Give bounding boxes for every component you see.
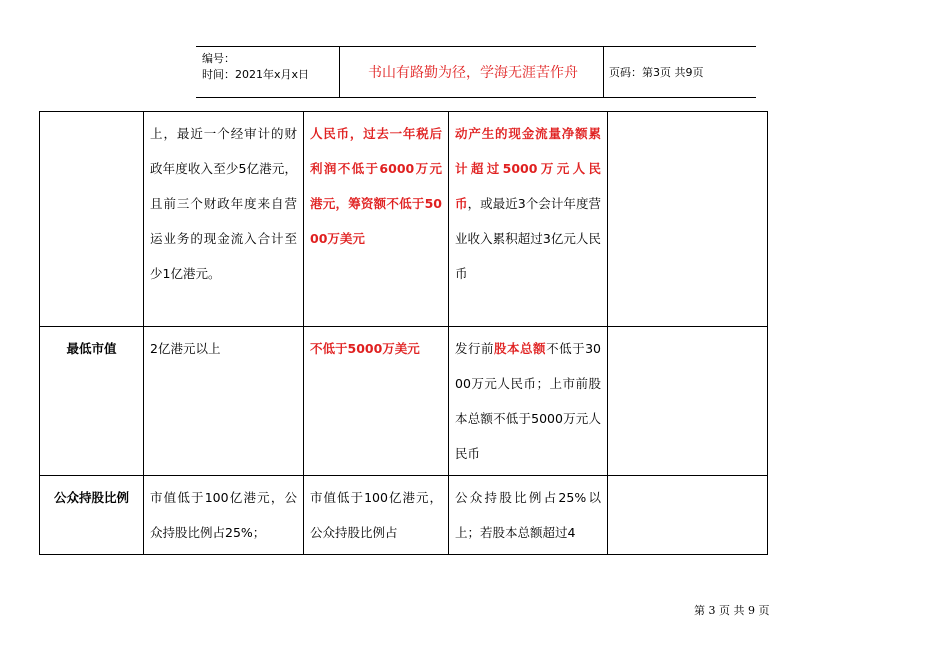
header-motto: 书山有路勤为径，学海无涯苦作舟 [368, 65, 578, 81]
header-page-label: 页码：第3页 共9页 [609, 66, 704, 79]
highlight-text: 人民币，过去一年税后利润不低于6000万元港元，筹资额不低于5000万美元 [310, 126, 442, 246]
cell-us [304, 112, 449, 327]
page-header [196, 46, 756, 98]
highlight-text: 动产生的现金流量净额累计超过5000万元人民币 [455, 126, 601, 211]
cell-hk: 2亿港元以上 [144, 327, 304, 476]
cell-hk: 市值低于100亿港元，公众持股比例占25%； [144, 476, 304, 555]
header-time-label: 时间：2021年x月x日 [202, 68, 310, 81]
row-label [40, 112, 144, 327]
cell-text: 不低于3000万元人民币；上市前股本总额不低于5000万元人民币 [455, 341, 601, 461]
cell-text: ，或最近3个会计年度营业收入累积超过3亿元人民币 [455, 196, 601, 281]
comparison-table [39, 111, 768, 555]
table-row [40, 327, 768, 476]
cell-cn: 公众持股比例占25%以上；若股本总额超过4 [449, 476, 608, 555]
cell-us: 市值低于100亿港元，公众持股比例占 [304, 476, 449, 555]
cell-extra [608, 327, 768, 476]
header-divider [603, 47, 604, 97]
cell-cn [449, 327, 608, 476]
header-meta [202, 51, 309, 83]
header-code-label: 编号： [202, 52, 235, 65]
row-label: 最低市值 [40, 327, 144, 476]
highlight-text: 股本总额 [494, 341, 547, 356]
cell-us [304, 327, 449, 476]
cell-extra [608, 112, 768, 327]
row-label: 公众持股比例 [40, 476, 144, 555]
cell-hk: 上，最近一个经审计的财政年度收入至少5亿港元，且前三个财政年度来自营运业务的现金流入合计至少1亿港元。 [144, 112, 304, 327]
table-row [40, 112, 768, 327]
highlight-text: 不低于5000万美元 [310, 341, 420, 356]
cell-text: 发行前 [455, 341, 495, 356]
header-divider [339, 47, 340, 97]
cell-extra [608, 476, 768, 555]
page-footer: 第 3 页 共 9 页 [694, 604, 770, 617]
cell-cn [449, 112, 608, 327]
table-row [40, 476, 768, 555]
